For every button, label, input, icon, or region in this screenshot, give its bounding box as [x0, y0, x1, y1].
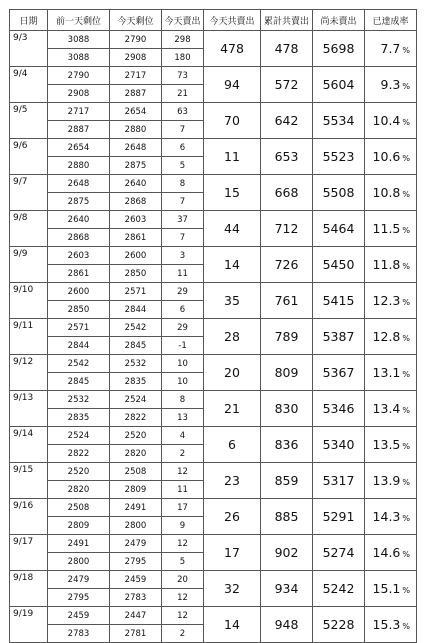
today-remaining-cell: 2908	[110, 49, 162, 67]
cumulative-cell: 789	[261, 319, 313, 355]
percent-sign: %	[402, 370, 410, 379]
unsold-cell: 5534	[313, 103, 365, 139]
today-sold-cell: 73	[162, 67, 204, 85]
unsold-cell: 5523	[313, 139, 365, 175]
today-remaining-cell: 2600	[110, 247, 162, 265]
today-sold-cell: 4	[162, 427, 204, 445]
total-today-cell: 20	[204, 355, 261, 391]
header-today-remaining: 今天剩位	[110, 10, 162, 31]
rate-cell	[365, 499, 417, 535]
date-cell: 9/19	[10, 607, 48, 643]
cumulative-cell: 809	[261, 355, 313, 391]
unsold-cell: 5346	[313, 391, 365, 427]
cumulative-cell: 712	[261, 211, 313, 247]
table-row	[10, 211, 417, 229]
rate-value: 10.4	[372, 113, 401, 128]
today-remaining-cell: 2447	[110, 607, 162, 625]
total-today-cell: 32	[204, 571, 261, 607]
today-sold-cell: 6	[162, 301, 204, 319]
prev-remaining-cell: 2648	[48, 175, 110, 193]
today-sold-cell: 12	[162, 607, 204, 625]
table-row	[10, 67, 417, 85]
today-sold-cell: 12	[162, 589, 204, 607]
total-today-cell: 478	[204, 31, 261, 67]
prev-remaining-cell: 2790	[48, 67, 110, 85]
unsold-cell: 5698	[313, 31, 365, 67]
rate-value: 13.9	[372, 473, 401, 488]
today-remaining-cell: 2835	[110, 373, 162, 391]
rate-cell	[365, 139, 417, 175]
prev-remaining-cell: 2875	[48, 193, 110, 211]
header-total-today: 今天共賣出	[204, 10, 261, 31]
total-today-cell: 14	[204, 247, 261, 283]
today-remaining-cell: 2542	[110, 319, 162, 337]
rate-cell	[365, 319, 417, 355]
prev-remaining-cell: 2600	[48, 283, 110, 301]
today-remaining-cell: 2850	[110, 265, 162, 283]
today-sold-cell: -1	[162, 337, 204, 355]
today-sold-cell: 10	[162, 373, 204, 391]
prev-remaining-cell: 2508	[48, 499, 110, 517]
today-remaining-cell: 2532	[110, 355, 162, 373]
today-sold-cell: 2	[162, 445, 204, 463]
today-remaining-cell: 2571	[110, 283, 162, 301]
rate-value: 9.3	[380, 77, 401, 92]
today-sold-cell: 7	[162, 229, 204, 247]
total-today-cell: 94	[204, 67, 261, 103]
table-row	[10, 175, 417, 193]
rate-value: 7.7	[380, 41, 401, 56]
prev-remaining-cell: 2822	[48, 445, 110, 463]
today-sold-cell: 3	[162, 247, 204, 265]
prev-remaining-cell: 2717	[48, 103, 110, 121]
date-cell: 9/16	[10, 499, 48, 535]
today-remaining-cell: 2508	[110, 463, 162, 481]
cumulative-cell: 653	[261, 139, 313, 175]
today-remaining-cell: 2790	[110, 31, 162, 49]
total-today-cell: 70	[204, 103, 261, 139]
rate-cell	[365, 535, 417, 571]
cumulative-cell: 830	[261, 391, 313, 427]
header-date: 日期	[10, 10, 48, 31]
prev-remaining-cell: 2820	[48, 481, 110, 499]
today-sold-cell: 9	[162, 517, 204, 535]
prev-remaining-cell: 2603	[48, 247, 110, 265]
table-row	[10, 499, 417, 517]
prev-remaining-cell: 2850	[48, 301, 110, 319]
unsold-cell: 5387	[313, 319, 365, 355]
cumulative-cell: 572	[261, 67, 313, 103]
date-cell: 9/9	[10, 247, 48, 283]
percent-sign: %	[402, 334, 410, 343]
percent-sign: %	[402, 442, 410, 451]
rate-cell	[365, 463, 417, 499]
today-sold-cell: 12	[162, 463, 204, 481]
percent-sign: %	[402, 118, 410, 127]
percent-sign: %	[402, 226, 410, 235]
rate-cell	[365, 103, 417, 139]
today-sold-cell: 298	[162, 31, 204, 49]
cumulative-cell: 902	[261, 535, 313, 571]
table-row	[10, 427, 417, 445]
today-remaining-cell: 2648	[110, 139, 162, 157]
total-today-cell: 23	[204, 463, 261, 499]
percent-sign: %	[402, 82, 410, 91]
today-remaining-cell: 2844	[110, 301, 162, 319]
total-today-cell: 17	[204, 535, 261, 571]
prev-remaining-cell: 2520	[48, 463, 110, 481]
today-sold-cell: 5	[162, 553, 204, 571]
rate-value: 12.8	[372, 329, 401, 344]
percent-sign: %	[402, 46, 410, 55]
prev-remaining-cell: 3088	[48, 31, 110, 49]
date-cell: 9/3	[10, 31, 48, 67]
sales-table	[9, 9, 417, 643]
prev-remaining-cell: 2861	[48, 265, 110, 283]
prev-remaining-cell: 2654	[48, 139, 110, 157]
rate-cell	[365, 391, 417, 427]
date-cell: 9/10	[10, 283, 48, 319]
unsold-cell: 5317	[313, 463, 365, 499]
table-row	[10, 139, 417, 157]
date-cell: 9/18	[10, 571, 48, 607]
unsold-cell: 5508	[313, 175, 365, 211]
today-sold-cell: 8	[162, 175, 204, 193]
today-remaining-cell: 2795	[110, 553, 162, 571]
header-prev-remaining: 前一天剩位	[48, 10, 110, 31]
today-remaining-cell: 2524	[110, 391, 162, 409]
prev-remaining-cell: 2868	[48, 229, 110, 247]
today-sold-cell: 12	[162, 535, 204, 553]
cumulative-cell: 859	[261, 463, 313, 499]
cumulative-cell: 668	[261, 175, 313, 211]
rate-value: 15.3	[372, 617, 401, 632]
rate-value: 14.3	[372, 509, 401, 524]
prev-remaining-cell: 2459	[48, 607, 110, 625]
table-row	[10, 571, 417, 589]
date-cell: 9/5	[10, 103, 48, 139]
prev-remaining-cell: 2542	[48, 355, 110, 373]
total-today-cell: 28	[204, 319, 261, 355]
cumulative-cell: 642	[261, 103, 313, 139]
unsold-cell: 5274	[313, 535, 365, 571]
table-row	[10, 247, 417, 265]
total-today-cell: 44	[204, 211, 261, 247]
cumulative-cell: 478	[261, 31, 313, 67]
cumulative-cell: 836	[261, 427, 313, 463]
header-rate: 已達成率	[365, 10, 417, 31]
rate-cell	[365, 31, 417, 67]
total-today-cell: 26	[204, 499, 261, 535]
percent-sign: %	[402, 514, 410, 523]
cumulative-cell: 726	[261, 247, 313, 283]
today-sold-cell: 2	[162, 625, 204, 643]
table-row	[10, 31, 417, 49]
rate-value: 11.5	[372, 221, 401, 236]
header-unsold: 尚未賣出	[313, 10, 365, 31]
prev-remaining-cell: 2844	[48, 337, 110, 355]
today-remaining-cell: 2845	[110, 337, 162, 355]
rate-value: 13.4	[372, 401, 401, 416]
cumulative-cell: 934	[261, 571, 313, 607]
percent-sign: %	[402, 550, 410, 559]
table-row	[10, 607, 417, 625]
today-sold-cell: 37	[162, 211, 204, 229]
unsold-cell: 5242	[313, 571, 365, 607]
prev-remaining-cell: 2783	[48, 625, 110, 643]
rate-cell	[365, 67, 417, 103]
today-remaining-cell: 2822	[110, 409, 162, 427]
unsold-cell: 5291	[313, 499, 365, 535]
prev-remaining-cell: 2524	[48, 427, 110, 445]
today-sold-cell: 11	[162, 265, 204, 283]
prev-remaining-cell: 2908	[48, 85, 110, 103]
today-sold-cell: 63	[162, 103, 204, 121]
prev-remaining-cell: 2887	[48, 121, 110, 139]
prev-remaining-cell: 2800	[48, 553, 110, 571]
table-row	[10, 103, 417, 121]
prev-remaining-cell: 2880	[48, 157, 110, 175]
prev-remaining-cell: 2532	[48, 391, 110, 409]
today-remaining-cell: 2781	[110, 625, 162, 643]
prev-remaining-cell: 2640	[48, 211, 110, 229]
table-row	[10, 283, 417, 301]
unsold-cell: 5367	[313, 355, 365, 391]
percent-sign: %	[402, 478, 410, 487]
today-remaining-cell: 2603	[110, 211, 162, 229]
today-remaining-cell: 2887	[110, 85, 162, 103]
header-row	[10, 10, 417, 31]
rate-value: 13.1	[372, 365, 401, 380]
table-row	[10, 463, 417, 481]
rate-value: 10.8	[372, 185, 401, 200]
today-sold-cell: 5	[162, 157, 204, 175]
today-sold-cell: 6	[162, 139, 204, 157]
rate-cell	[365, 283, 417, 319]
today-remaining-cell: 2640	[110, 175, 162, 193]
prev-remaining-cell: 2479	[48, 571, 110, 589]
rate-value: 12.3	[372, 293, 401, 308]
percent-sign: %	[402, 262, 410, 271]
rate-value: 10.6	[372, 149, 401, 164]
prev-remaining-cell: 3088	[48, 49, 110, 67]
table-row	[10, 535, 417, 553]
rate-cell	[365, 607, 417, 643]
rate-value: 15.1	[372, 581, 401, 596]
today-remaining-cell: 2809	[110, 481, 162, 499]
date-cell: 9/14	[10, 427, 48, 463]
today-remaining-cell: 2880	[110, 121, 162, 139]
unsold-cell: 5464	[313, 211, 365, 247]
date-cell: 9/6	[10, 139, 48, 175]
percent-sign: %	[402, 298, 410, 307]
rate-cell	[365, 211, 417, 247]
header-today-sold: 今天賣出	[162, 10, 204, 31]
rate-cell	[365, 427, 417, 463]
unsold-cell: 5450	[313, 247, 365, 283]
date-cell: 9/17	[10, 535, 48, 571]
percent-sign: %	[402, 154, 410, 163]
today-sold-cell: 20	[162, 571, 204, 589]
today-sold-cell: 29	[162, 283, 204, 301]
date-cell: 9/4	[10, 67, 48, 103]
today-remaining-cell: 2861	[110, 229, 162, 247]
unsold-cell: 5340	[313, 427, 365, 463]
unsold-cell: 5415	[313, 283, 365, 319]
date-cell: 9/15	[10, 463, 48, 499]
total-today-cell: 21	[204, 391, 261, 427]
unsold-cell: 5604	[313, 67, 365, 103]
today-remaining-cell: 2800	[110, 517, 162, 535]
prev-remaining-cell: 2795	[48, 589, 110, 607]
today-remaining-cell: 2783	[110, 589, 162, 607]
cumulative-cell: 761	[261, 283, 313, 319]
today-remaining-cell: 2820	[110, 445, 162, 463]
today-sold-cell: 11	[162, 481, 204, 499]
table-row	[10, 355, 417, 373]
cumulative-cell: 885	[261, 499, 313, 535]
rate-value: 11.8	[372, 257, 401, 272]
today-sold-cell: 7	[162, 121, 204, 139]
rate-value: 14.6	[372, 545, 401, 560]
today-sold-cell: 180	[162, 49, 204, 67]
date-cell: 9/12	[10, 355, 48, 391]
table-body	[10, 31, 417, 643]
rate-cell	[365, 355, 417, 391]
today-remaining-cell: 2868	[110, 193, 162, 211]
rate-cell	[365, 571, 417, 607]
today-sold-cell: 17	[162, 499, 204, 517]
today-remaining-cell: 2479	[110, 535, 162, 553]
total-today-cell: 6	[204, 427, 261, 463]
rate-cell	[365, 175, 417, 211]
today-remaining-cell: 2459	[110, 571, 162, 589]
header-cumulative: 累計共賣出	[261, 10, 313, 31]
today-remaining-cell: 2875	[110, 157, 162, 175]
percent-sign: %	[402, 406, 410, 415]
prev-remaining-cell: 2491	[48, 535, 110, 553]
unsold-cell: 5228	[313, 607, 365, 643]
today-sold-cell: 21	[162, 85, 204, 103]
prev-remaining-cell: 2571	[48, 319, 110, 337]
total-today-cell: 14	[204, 607, 261, 643]
total-today-cell: 11	[204, 139, 261, 175]
total-today-cell: 35	[204, 283, 261, 319]
date-cell: 9/8	[10, 211, 48, 247]
today-remaining-cell: 2520	[110, 427, 162, 445]
table-row	[10, 319, 417, 337]
percent-sign: %	[402, 190, 410, 199]
date-cell: 9/11	[10, 319, 48, 355]
today-sold-cell: 7	[162, 193, 204, 211]
date-cell: 9/13	[10, 391, 48, 427]
prev-remaining-cell: 2835	[48, 409, 110, 427]
today-remaining-cell: 2491	[110, 499, 162, 517]
rate-value: 13.5	[372, 437, 401, 452]
today-sold-cell: 29	[162, 319, 204, 337]
rate-cell	[365, 247, 417, 283]
today-sold-cell: 8	[162, 391, 204, 409]
cumulative-cell: 948	[261, 607, 313, 643]
percent-sign: %	[402, 586, 410, 595]
percent-sign: %	[402, 622, 410, 631]
table-row	[10, 391, 417, 409]
today-sold-cell: 10	[162, 355, 204, 373]
prev-remaining-cell: 2845	[48, 373, 110, 391]
today-sold-cell: 13	[162, 409, 204, 427]
date-cell: 9/7	[10, 175, 48, 211]
today-remaining-cell: 2654	[110, 103, 162, 121]
prev-remaining-cell: 2809	[48, 517, 110, 535]
today-remaining-cell: 2717	[110, 67, 162, 85]
total-today-cell: 15	[204, 175, 261, 211]
